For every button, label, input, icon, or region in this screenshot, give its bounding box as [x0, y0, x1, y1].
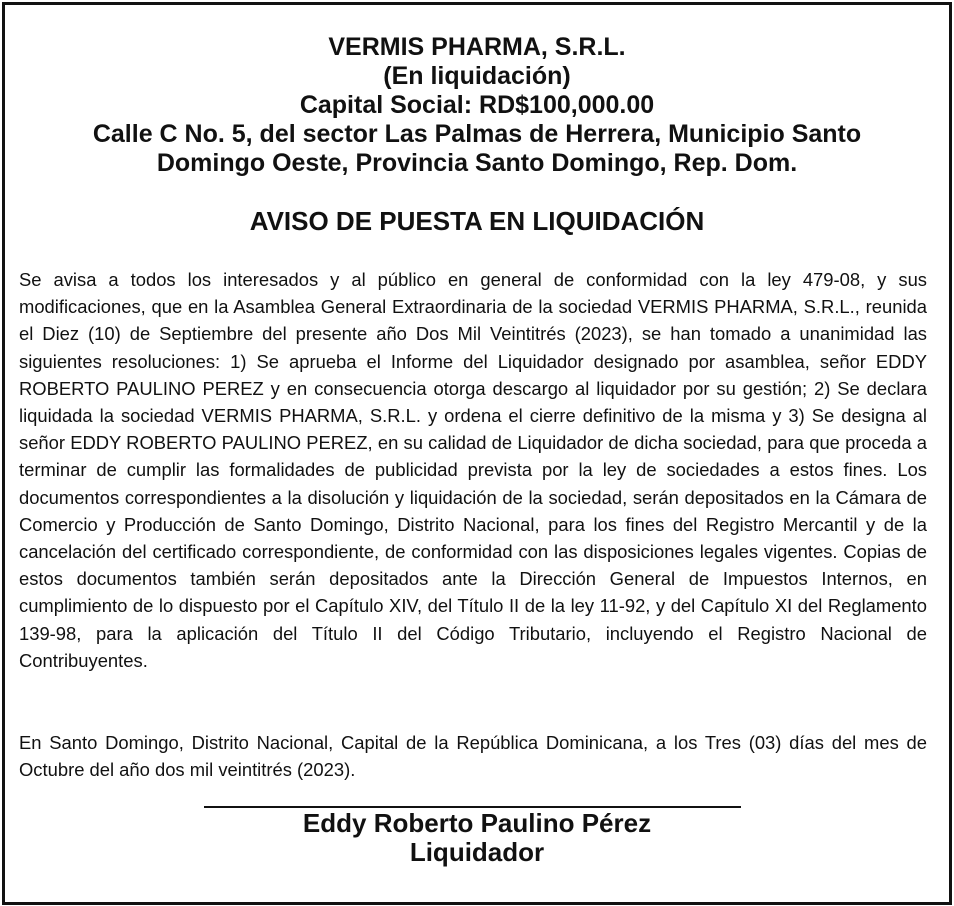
notice-body: Se avisa a todos los interesados y al público en general de conformidad con la ley 479-08, y sus modificaciones, que en la Asamblea General Extraordinaria de la sociedad VERMIS PHARMA, S.R.L., reunida el Diez (10) de Septiembre del presente año Dos Mil Veintitrés (2023), se han tomado a unanimidad las siguientes resoluciones: 1) Se aprueba el Informe del Liquidador designado por asamblea, señor EDDY ROBERTO PAULINO PEREZ y en consecuencia otorga descargo al liquidador por su gestión; 2) Se declara liquidada la sociedad VERMIS PHARMA, S.R.L. y ordena el cierre definitivo de la misma y 3) Se designa al señor EDDY ROBERTO PAULINO PEREZ, en su calidad de Liquidador de dicha sociedad, para que proceda a terminar de cumplir las formalidades de publicidad prevista por la ley de sociedades a estos fines. Los documentos correspondientes a la disolución y liquidación de la sociedad, serán depositados en la Cámara de Comercio y Producción de Santo Domingo, Distrito Nacional, para los fines del Registro Mercantil y de la cancelación del certificado correspondiente, de conformidad con las disposiciones legales vigentes. Copias de estos documentos también serán depositados ante la Dirección General de Impuestos Internos, en cumplimiento de lo dispuesto por el Capítulo XIV, del Título II de la ley 11-92, y del Capítulo XI del Reglamento 139-98, para la aplicación del Título II del Código Tributario, incluyendo el Registro Nacional de Contribuyentes. [19, 269, 927, 671]
company-address-line2: Domingo Oeste, Provincia Santo Domingo, Rep. Dom. [156, 149, 798, 177]
company-address-line1: Calle C No. 5, del sector Las Palmas de Herrera, Municipio Santo [92, 120, 862, 148]
signature-block [0, 809, 954, 867]
signatory-name: Eddy Roberto Paulino Pérez [302, 808, 652, 838]
company-name: VERMIS PHARMA, S.R.L. [328, 33, 626, 61]
company-header [0, 33, 954, 178]
company-capital: Capital Social: RD$100,000.00 [299, 91, 655, 119]
signatory-role: Liquidador [409, 837, 545, 867]
company-status: (En liquidación) [383, 62, 571, 90]
notice-title: AVISO DE PUESTA EN LIQUIDACIÓN [249, 206, 705, 236]
closing-paragraph: En Santo Domingo, Distrito Nacional, Capital de la República Dominicana, a los Tres (03) días del mes de Octubre del año dos mil veintitrés (2023). [19, 732, 927, 781]
